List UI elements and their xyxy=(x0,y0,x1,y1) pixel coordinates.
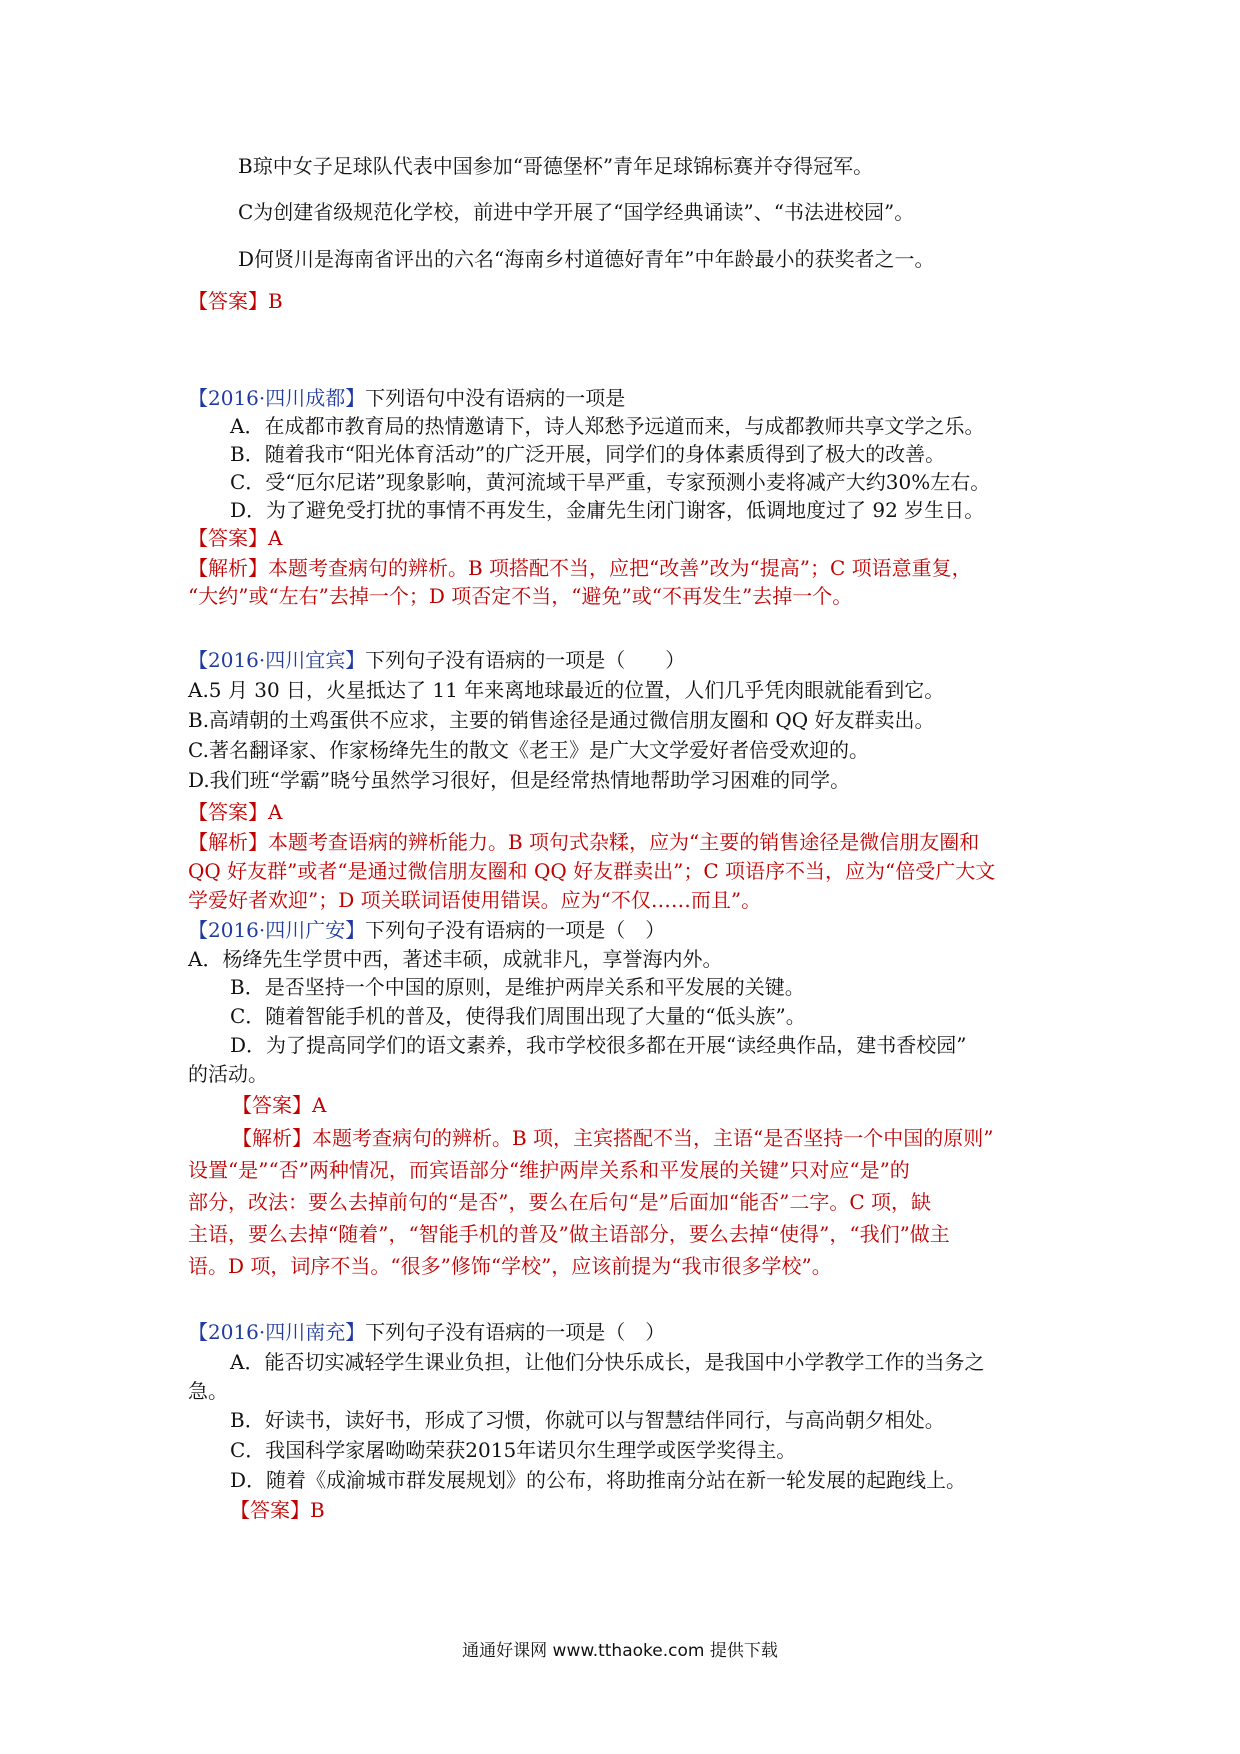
option-c: C为创建省级规范化学校，前进中学开展了“国学经典诵读”、“书法进校园”。 xyxy=(238,200,915,224)
analysis-line: “大约”或“左右”去掉一个；D 项否定不当，“避免”或“不再发生”去掉一个。 xyxy=(188,584,853,608)
question-stem xyxy=(188,646,685,674)
question-stem xyxy=(188,384,625,412)
question-source: 【2016·四川广安】 xyxy=(188,918,366,942)
answer: 【答案】A xyxy=(188,526,283,550)
analysis-line: 主语，要么去掉“随着”，“智能手机的普及”做主语部分，要么去掉“使得”，“我们”做主 xyxy=(188,1222,950,1246)
option-b: B琼中女子足球队代表中国参加“哥德堡杯”青年足球锦标赛并夺得冠军。 xyxy=(238,154,874,178)
option-c: C．受“厄尔尼诺”现象影响，黄河流域干旱严重，专家预测小麦将减产大约30%左右。 xyxy=(230,470,991,494)
option-c: C．我国科学家屠呦呦荣获2015年诺贝尔生理学或医学奖得主。 xyxy=(230,1438,797,1462)
question-source: 【2016·四川成都】 xyxy=(188,386,366,410)
analysis-line: 部分，改法：要么去掉前句的“是否”，要么在后句“是”后面加“能否”二字。C 项，缺 xyxy=(188,1190,932,1214)
analysis-line: 学爱好者欢迎”；D 项关联词语使用错误。应为“不仅……而且”。 xyxy=(188,888,762,912)
analysis-line: 语。D 项，词序不当。“很多”修饰“学校”，应该前提为“我市很多学校”。 xyxy=(188,1254,832,1278)
question-stem xyxy=(188,1318,665,1346)
option-c: C.著名翻译家、作家杨绛先生的散文《老王》是广大文学爱好者倍受欢迎的。 xyxy=(188,738,869,762)
answer: 【答案】A xyxy=(188,800,283,824)
option-b: B．是否坚持一个中国的原则，是维护两岸关系和平发展的关键。 xyxy=(230,975,805,999)
option-d: D.我们班“学霸”晓兮虽然学习很好，但是经常热情地帮助学习困难的同学。 xyxy=(188,768,851,792)
answer: 【答案】A xyxy=(232,1093,327,1117)
analysis-line: 【解析】本题考查语病的辨析能力。B 项句式杂糅，应为“主要的销售途径是微信朋友圈和 xyxy=(188,830,980,854)
page-footer: 通通好课网 www.tthaoke.com 提供下载 xyxy=(462,1641,778,1661)
question-source: 【2016·四川宜宾】 xyxy=(188,648,366,672)
question-text: 下列句子没有语病的一项是（ ） xyxy=(365,1320,666,1344)
option-c: C．随着智能手机的普及，使得我们周围出现了大量的“低头族”。 xyxy=(230,1004,806,1028)
option-d: D何贤川是海南省评出的六名“海南乡村道德好青年”中年龄最小的获奖者之一。 xyxy=(238,247,935,271)
option-a-continued: 急。 xyxy=(188,1379,228,1403)
option-b: B．好读书，读好书，形成了习惯，你就可以与智慧结伴同行，与高尚朝夕相处。 xyxy=(230,1408,945,1432)
option-d: D．随着《成渝城市群发展规划》的公布，将助推南分站在新一轮发展的起跑线上。 xyxy=(230,1468,967,1492)
analysis-line: 设置“是”“否”两种情况，而宾语部分“维护两岸关系和平发展的关键”只对应“是”的 xyxy=(188,1158,910,1182)
option-a: A.5 月 30 日，火星抵达了 11 年来离地球最近的位置，人们几乎凭肉眼就能看到它。 xyxy=(188,678,945,702)
question-source: 【2016·四川南充】 xyxy=(188,1320,366,1344)
option-a: A．在成都市教育局的热情邀请下，诗人郑愁予远道而来，与成都教师共享文学之乐。 xyxy=(230,414,985,438)
option-b: B.高靖朝的土鸡蛋供不应求，主要的销售途径是通过微信朋友圈和 QQ 好友群卖出。 xyxy=(188,708,935,732)
question-stem xyxy=(188,916,665,944)
option-b: B．随着我市“阳光体育活动”的广泛开展，同学们的身体素质得到了极大的改善。 xyxy=(230,442,946,466)
option-a: A．杨绛先生学贯中西，著述丰硕，成就非凡，享誉海内外。 xyxy=(188,947,723,971)
option-d: D．为了提高同学们的语文素养，我市学校很多都在开展“读经典作品，建书香校园” xyxy=(230,1033,967,1057)
question-text: 下列语句中没有语病的一项是 xyxy=(365,386,626,410)
option-a: A．能否切实减轻学生课业负担，让他们分快乐成长，是我国中小学教学工作的当务之 xyxy=(230,1350,985,1374)
answer: 【答案】B xyxy=(230,1498,325,1522)
answer: 【答案】B xyxy=(188,289,283,313)
question-text: 下列句子没有语病的一项是（ ） xyxy=(365,918,666,942)
analysis-line: 【解析】本题考查病句的辨析。B 项搭配不当，应把“改善”改为“提高”；C 项语意重复， xyxy=(188,556,972,580)
question-text: 下列句子没有语病的一项是（ ） xyxy=(365,648,686,672)
option-d-continued: 的活动。 xyxy=(188,1062,268,1086)
option-d: D．为了避免受打扰的事情不再发生，金庸先生闭门谢客，低调地度过了 92 岁生日。 xyxy=(230,498,985,522)
analysis-line: 【解析】本题考查病句的辨析。B 项，主宾搭配不当，主语“是否坚持一个中国的原则” xyxy=(232,1126,994,1150)
analysis-line: QQ 好友群”或者“是通过微信朋友圈和 QQ 好友群卖出”；C 项语序不当，应为“倍受广大文 xyxy=(188,859,996,883)
